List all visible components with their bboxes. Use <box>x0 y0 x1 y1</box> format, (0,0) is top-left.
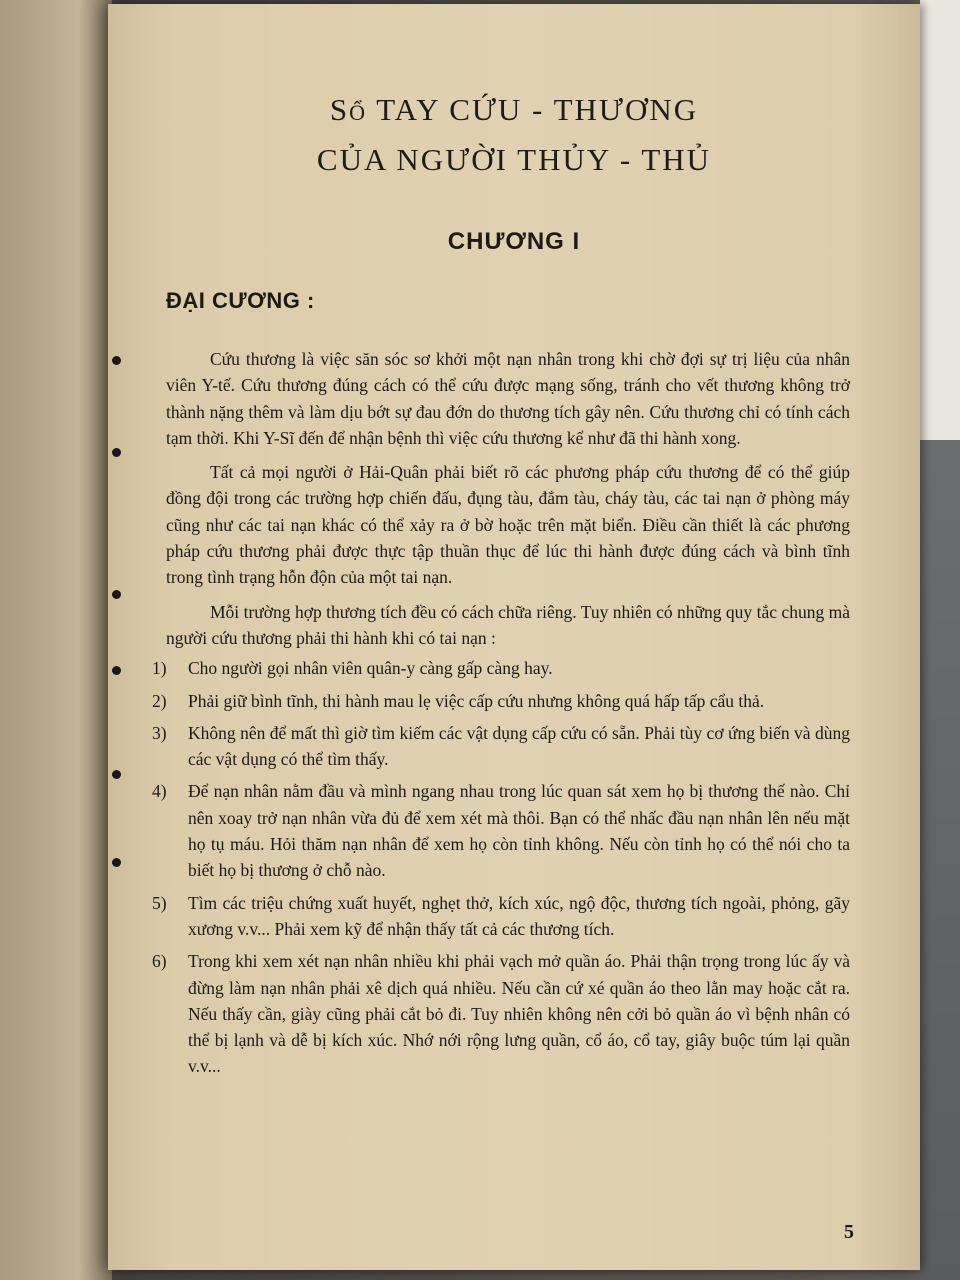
list-item-number: 6) <box>152 951 167 972</box>
rules-list <box>152 655 850 1079</box>
list-item <box>152 720 850 773</box>
binding-hole <box>112 770 121 779</box>
paragraph: Mỗi trường hợp thương tích đều có cách chữa riêng. Tuy nhiên có những quy tắc chung mà người cứu thương phải thi hành khi có tai nạn : <box>166 601 850 648</box>
book-page <box>108 4 920 1270</box>
list-item-text: Không nên để mất thì giờ tìm kiếm các vật dụng cấp cứu có sẵn. Phải tùy cơ ứng biến và dùng các vật dụng có thể tìm thấy. <box>188 722 850 770</box>
book-title-line-1: Sổ TAY CỨU - THƯƠNG <box>329 92 699 127</box>
list-item-text: Để nạn nhân nằm đầu và mình ngang nhau trong lúc quan sát xem họ bị thương thế nào. Chỉ nên xoay trở nạn nhân vừa đủ để xem xét mà thôi. Bạn có thể nhấc đầu nạn nhân lên nếu mặt họ tụ máu. Hỏi thăm nạn nhân để xem họ còn tỉnh không. Nếu còn tỉnh họ có thể nói cho ta biết họ bị thương ở chỗ nào. <box>188 781 850 881</box>
paragraph: Tất cả mọi người ở Hải-Quân phải biết rõ các phương pháp cứu thương để có thể giúp đồng đội trong các trường hợp chiến đấu, đụng tàu, đắm tàu, cháy tàu, các tai nạn ở phòng máy cũng như các tai nạn khác có thể xảy ra ở bờ hoặc trên mặt biển. Điều cần thiết là các phương pháp cứu thương phải được thực tập thuần thục để lúc thi hành được đúng cách và bình tĩnh trong tình trạng hỗn độn của một tai nạn. <box>166 462 850 588</box>
list-item <box>152 688 850 714</box>
binding-hole <box>112 448 121 457</box>
chapter-heading: CHƯƠNG I <box>447 228 581 255</box>
background-surface <box>920 440 960 1280</box>
list-item-number: 3) <box>152 722 167 743</box>
list-item-text: Phải giữ bình tĩnh, thi hành mau lẹ việc cấp cứu nhưng không quá hấp tấp cẩu thả. <box>188 690 765 711</box>
list-item-text: Tìm các triệu chứng xuất huyết, nghẹt thở, kích xúc, ngộ độc, thương tích ngoài, phỏng, gãy xương v.v... Phải xem kỹ để nhận thấy tất cả các thương tích. <box>188 892 850 939</box>
binding-hole <box>112 356 121 365</box>
list-item-number: 1) <box>152 658 167 679</box>
binding-hole <box>112 858 121 867</box>
list-item <box>152 655 850 681</box>
list-item <box>152 890 850 943</box>
list-item <box>152 948 850 1079</box>
list-item-number: 5) <box>152 892 167 913</box>
list-item-text: Cho người gọi nhân viên quân-y càng gấp càng hay. <box>188 658 553 679</box>
paragraph: Cứu thương là việc săn sóc sơ khởi một nạn nhân trong khi chờ đợi sự trị liệu của nhân viên Y-tế. Cứu thương đúng cách có thể cứu được mạng sống, tránh cho vết thương không trở thành nặng thêm và làm dịu bớt sự đau đớn do thương tích gây nên. Cứu thương chỉ có tính cách tạm thời. Khi Y-Sĩ đến để nhận bệnh thì việc cứu thương kể như đã thi hành xong. <box>166 349 850 448</box>
book-title-line-2: CỦA NGƯỜI THỦY - THỦ <box>316 142 712 177</box>
left-page-edge <box>0 0 112 1280</box>
list-item-text: Trong khi xem xét nạn nhân nhiều khi phải vạch mở quần áo. Phải thận trọng trong lúc ấy và đừng làm nạn nhân phải xê dịch quá nhiều. Nếu cần cứ xé quần áo theo lằn may hoặc cắt ra. Nếu thấy cần, giày cũng phải cắt bỏ đi. Tuy nhiên không nên cởi bỏ quần áo vì bệnh nhân có thể bị lạnh và dễ bị kích xúc. Nhớ nới rộng lưng quần, cổ áo, cổ tay, giây buộc túm lại quần v.v... <box>188 951 850 1077</box>
binding-hole <box>112 590 121 599</box>
list-item-number: 2) <box>152 690 167 711</box>
section-heading: ĐẠI CƯƠNG : <box>166 288 315 313</box>
list-item-number: 4) <box>152 781 167 802</box>
page-number: 5 <box>844 1221 854 1243</box>
binding-hole <box>112 666 121 675</box>
body-text <box>152 346 850 1086</box>
list-item <box>152 778 850 883</box>
background-paper <box>920 0 960 440</box>
